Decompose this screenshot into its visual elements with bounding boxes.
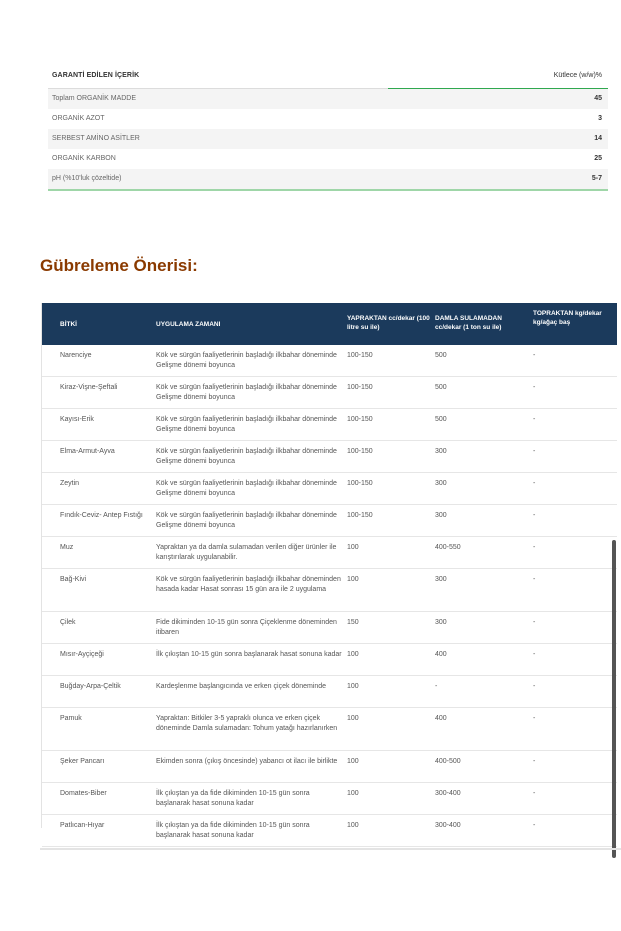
scrollbar[interactable]: [612, 540, 616, 858]
guarantee-header: [48, 66, 608, 89]
table-row: [42, 708, 617, 751]
cell-yaprak: 150: [347, 619, 359, 626]
bottom-divider: [40, 848, 621, 850]
cell-bitki: Elma-Armut-Ayva: [60, 448, 115, 455]
cell-yaprak: 100: [347, 822, 359, 829]
cell-yaprak: 100: [347, 576, 359, 583]
cell-bitki: Fındık-Ceviz- Antep Fıstığı: [60, 512, 143, 519]
cell-bitki: Muz: [60, 544, 74, 551]
cell-bitki: Pamuk: [60, 715, 82, 722]
cell-toprak: -: [533, 822, 536, 829]
guarantee-row: [48, 149, 608, 169]
guarantee-value: 5-7: [591, 175, 602, 182]
guarantee-bottom-line: [48, 189, 608, 191]
cell-damla: 300: [435, 448, 447, 455]
cell-toprak: -: [533, 544, 536, 551]
guarantee-value: 14: [594, 135, 602, 142]
cell-yaprak: 100-150: [347, 416, 373, 423]
cell-damla: 300: [435, 480, 447, 487]
header-bitki: BİTKİ: [60, 321, 77, 328]
guarantee-row: [48, 109, 608, 129]
cell-bitki: Kayısı-Erik: [60, 416, 94, 423]
guarantee-header-right: Kütlece (w/w)%: [553, 72, 602, 79]
guarantee-row: [48, 129, 608, 149]
cell-zaman: Fide dikiminden 10-15 gün sonra Çiçeklenme döneminden itibaren: [156, 619, 337, 636]
cell-zaman: Kök ve sürgün faaliyetlerinin başladığı ilkbahar döneminde Gelişme dönemi boyunca: [156, 512, 337, 529]
cell-bitki: Mısır-Ayçiçeği: [60, 651, 104, 658]
cell-damla: 300: [435, 576, 447, 583]
cell-yaprak: 100-150: [347, 384, 373, 391]
cell-bitki: Patlıcan-Hıyar: [60, 822, 105, 829]
cell-zaman: Yapraktan ya da damla sulamadan verilen diğer ürünler ile karıştırılarak uygulanabilir.: [156, 544, 337, 561]
cell-yaprak: 100: [347, 715, 359, 722]
cell-toprak: -: [533, 619, 536, 626]
guarantee-value: 3: [598, 115, 602, 122]
cell-toprak: -: [533, 448, 536, 455]
guarantee-name: pH (%10'luk çözeltide): [52, 175, 122, 182]
guarantee-name: Toplam ORGANİK MADDE: [52, 95, 137, 102]
cell-bitki: Şeker Pancarı: [60, 758, 105, 765]
table-row: [42, 505, 617, 537]
cell-yaprak: 100-150: [347, 352, 373, 359]
cell-zaman: Kök ve sürgün faaliyetlerinin başladığı ilkbahar döneminde Gelişme dönemi boyunca: [156, 480, 337, 497]
guarantee-header-left: GARANTİ EDİLEN İÇERİK: [52, 72, 140, 79]
guarantee-name: ORGANİK KARBON: [52, 155, 116, 162]
table-row: [42, 441, 617, 473]
cell-bitki: Çilek: [60, 619, 76, 626]
table-row: [42, 612, 617, 644]
guarantee-value: 25: [594, 155, 602, 162]
cell-zaman: İlk çıkıştan 10-15 gün sonra başlanarak hasat sonuna kadar: [156, 651, 342, 658]
cell-yaprak: 100-150: [347, 448, 373, 455]
cell-zaman: İlk çıkıştan ya da fide dikiminden 10-15 gün sonra başlanarak hasat sonuna kadar: [156, 822, 310, 839]
table-row: [42, 569, 617, 612]
cell-damla: 300: [435, 512, 447, 519]
cell-bitki: Domates-Biber: [60, 790, 107, 797]
header-yaprak: YAPRAKTAN cc/dekar (100 litre su ile): [347, 315, 430, 331]
cell-toprak: -: [533, 683, 536, 690]
cell-toprak: -: [533, 384, 536, 391]
cell-toprak: -: [533, 758, 536, 765]
cell-damla: -: [435, 683, 438, 690]
cell-zaman: Kök ve sürgün faaliyetlerinin başladığı ilkbahar döneminde Gelişme dönemi boyunca: [156, 416, 337, 433]
cell-bitki: Zeytin: [60, 480, 80, 487]
section-heading: Gübreleme Önerisi:: [40, 256, 198, 275]
guarantee-table: [48, 66, 608, 191]
cell-bitki: Bağ-Kivi: [60, 576, 87, 583]
table-row: [42, 751, 617, 783]
cell-yaprak: 100: [347, 683, 359, 690]
cell-toprak: -: [533, 512, 536, 519]
table-row: [42, 409, 617, 441]
header-zaman: UYGULAMA ZAMANI: [156, 321, 221, 328]
cell-damla: 400: [435, 651, 447, 658]
cell-damla: 500: [435, 384, 447, 391]
cell-zaman: Kök ve sürgün faaliyetlerinin başladığı ilkbahar döneminden hasada kadar Hasat sonrası 15 gün ara ile 2 uygulama: [156, 576, 341, 593]
cell-damla: 500: [435, 416, 447, 423]
header-toprak: TOPRAKTAN kg/dekar kg/ağaç baş: [533, 310, 602, 326]
cell-damla: 300-400: [435, 822, 461, 829]
cell-yaprak: 100: [347, 790, 359, 797]
guarantee-value: 45: [594, 95, 602, 102]
table-header: [42, 303, 617, 345]
cell-yaprak: 100-150: [347, 512, 373, 519]
cell-yaprak: 100: [347, 651, 359, 658]
cell-damla: 400-500: [435, 758, 461, 765]
cell-zaman: Kök ve sürgün faaliyetlerinin başladığı ilkbahar döneminde Gelişme dönemi boyunca: [156, 448, 337, 465]
cell-toprak: -: [533, 416, 536, 423]
table-row: [42, 473, 617, 505]
cell-damla: 300: [435, 619, 447, 626]
cell-yaprak: 100: [347, 544, 359, 551]
header-damla: DAMLA SULAMADAN cc/dekar (1 ton su ile): [435, 315, 502, 331]
table-row: [42, 676, 617, 708]
cell-damla: 500: [435, 352, 447, 359]
table-row: [42, 783, 617, 815]
table-row: [42, 815, 617, 847]
table-row: [42, 377, 617, 409]
table-row: [42, 345, 617, 377]
cell-toprak: -: [533, 352, 536, 359]
guarantee-name: ORGANİK AZOT: [52, 115, 105, 122]
cell-toprak: -: [533, 576, 536, 583]
cell-damla: 400-550: [435, 544, 461, 551]
cell-zaman: Kök ve sürgün faaliyetlerinin başladığı ilkbahar döneminde Gelişme dönemi boyunca: [156, 384, 337, 401]
cell-zaman: Kardeşlenme başlangıcında ve erken çiçek döneminde: [156, 683, 327, 690]
application-table: [41, 303, 617, 839]
cell-toprak: -: [533, 715, 536, 722]
cell-yaprak: 100-150: [347, 480, 373, 487]
cell-toprak: -: [533, 790, 536, 797]
cell-bitki: Narenciye: [60, 352, 92, 359]
cell-zaman: İlk çıkıştan ya da fide dikiminden 10-15 gün sonra başlanarak hasat sonuna kadar: [156, 790, 310, 807]
cell-bitki: Kiraz-Vişne-Şeftali: [60, 384, 118, 391]
cell-zaman: Ekimden sonra (çıkış öncesinde) yabancı ot ilacı ile birlikte: [156, 758, 338, 765]
guarantee-name: SERBEST AMİNO ASİTLER: [52, 135, 140, 142]
cell-yaprak: 100: [347, 758, 359, 765]
cell-toprak: -: [533, 651, 536, 658]
cell-zaman: Yapraktan: Bitkiler 3-5 yapraklı olunca ve erken çiçek döneminde Damla sulamadan: Tohum yatağı hazırlanırken: [156, 715, 338, 732]
cell-damla: 300-400: [435, 790, 461, 797]
cell-bitki: Buğday-Arpa-Çeltik: [60, 683, 121, 690]
cell-zaman: Kök ve sürgün faaliyetlerinin başladığı ilkbahar döneminde Gelişme dönemi boyunca: [156, 352, 337, 369]
guarantee-row: [48, 169, 608, 189]
table-row: [42, 537, 617, 569]
cell-damla: 400: [435, 715, 447, 722]
cell-toprak: -: [533, 480, 536, 487]
guarantee-row: [48, 89, 608, 109]
table-row: [42, 644, 617, 676]
